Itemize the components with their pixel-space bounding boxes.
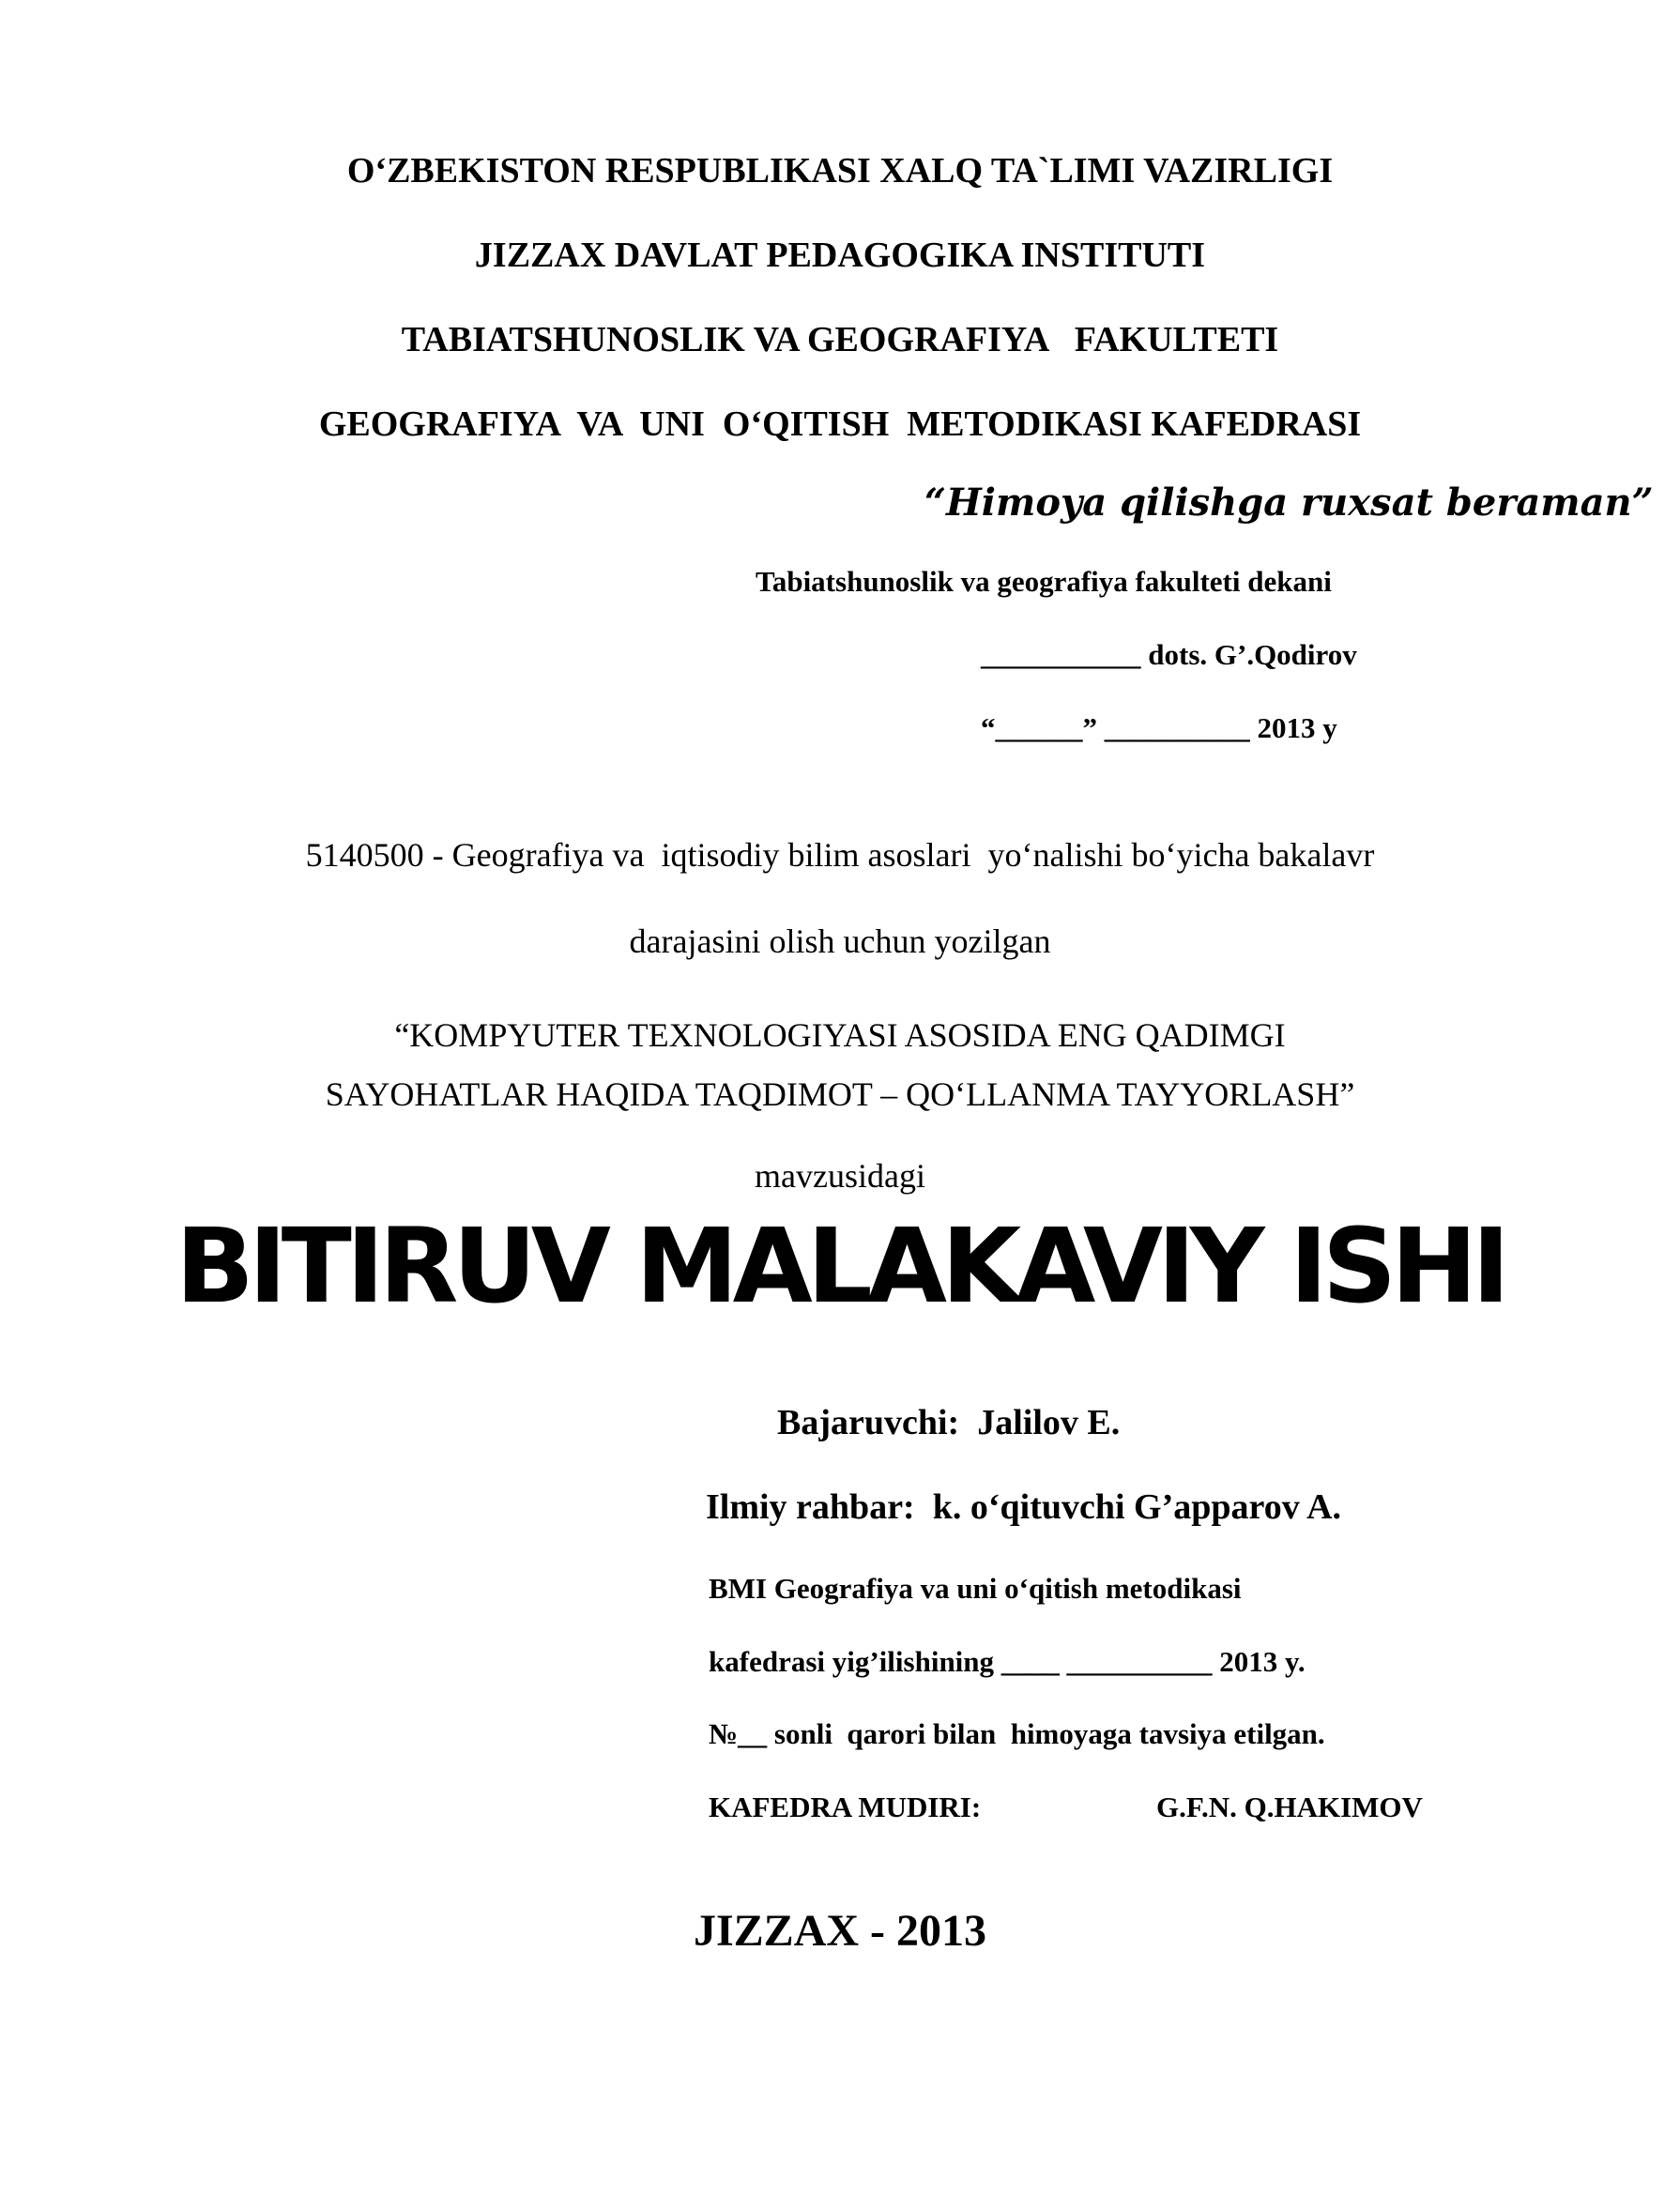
executor-name: Jalilov E. xyxy=(977,1403,1121,1442)
department-title: GEOGRAFIYA VA UNI O‘QITISH METODIKASI KAFEDRASI xyxy=(318,404,1362,444)
topic-line-1: “KOMPYUTER TEXNOLOGIYASI ASOSIDA ENG QADIMGI xyxy=(394,1016,1286,1054)
intro-line-2: darajasini olish uchun yozilgan xyxy=(629,922,1051,960)
dean-signature: ___________ dots. G’.Qodirov xyxy=(981,638,1357,671)
executor-label: Bajaruvchi: xyxy=(777,1403,960,1442)
work-type-title: BITIRUV MALAKAVIY ISHI xyxy=(175,1206,1505,1326)
institute-title: JIZZAX DAVLAT PEDAGOGIKA INSTITUTI xyxy=(474,236,1206,275)
intro-line-1: 5140500 - Geografiya va iqtisodiy bilim asoslari yo‘nalishi bo‘yicha bakalavr xyxy=(305,836,1375,874)
dean-title: Tabiatshunoslik va geografiya fakulteti dekani xyxy=(756,565,1332,598)
ministry-title: O‘ZBEKISTON RESPUBLIKASI XALQ TA`LIMI VAZIRLIGI xyxy=(346,151,1334,191)
advisor-label: Ilmiy rahbar: xyxy=(706,1487,915,1527)
topic-line-2: SAYOHATLAR HAQIDA TAQDIMOT – QO‘LLANMA TAYYORLASH” xyxy=(325,1075,1355,1113)
recommendation-line-3: №__ sonli qarori bilan himoyaga tavsiya etilgan. xyxy=(709,1717,1325,1750)
approval-permission: “Himoya qilishga ruxsat beraman” xyxy=(924,480,1654,525)
faculty-title: TABIATSHUNOSLIK VA GEOGRAFIYA FAKULTETI xyxy=(401,320,1279,359)
department-head-label: KAFEDRA MUDIRI: xyxy=(709,1791,982,1823)
topic-suffix: mavzusidagi xyxy=(755,1157,925,1195)
advisor xyxy=(706,1486,1341,1528)
executor xyxy=(777,1402,1120,1443)
place-year: JIZZAX - 2013 xyxy=(693,1906,987,1956)
advisor-name: k. o‘qituvchi G’apparov A. xyxy=(932,1487,1342,1527)
recommendation-line-1: BMI Geografiya va uni o‘qitish metodikasi xyxy=(709,1572,1242,1605)
approval-date: “______” __________ 2013 y xyxy=(981,711,1337,744)
recommendation-line-2: kafedrasi yig’ilishining ____ __________ 2013 y. xyxy=(709,1645,1306,1678)
department-head-name: G.F.N. Q.HAKIMOV xyxy=(1156,1791,1423,1823)
